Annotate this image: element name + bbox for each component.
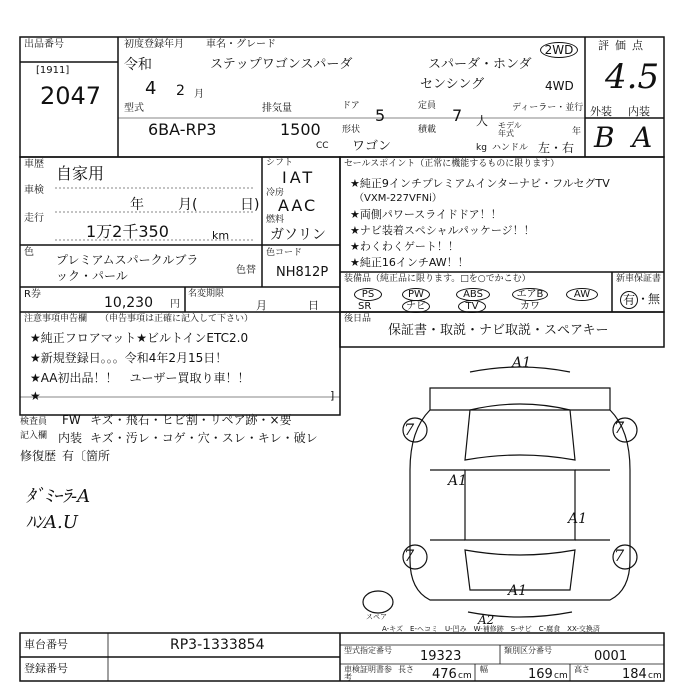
mark-rr: 7 — [614, 546, 625, 565]
dims-hei-label: 高さ — [574, 665, 590, 674]
name-change-label: 名変期限 — [188, 289, 225, 299]
notes-close: ] — [330, 389, 335, 402]
model-label: 型式 — [124, 103, 144, 114]
inspector-label-1: 検査員 — [20, 417, 48, 427]
drive-4wd: 4WD — [545, 79, 574, 93]
class-no-label: 類別区分番号 — [504, 646, 552, 655]
equip-leather: カワ — [520, 301, 540, 312]
sales-item-4: ★ナビ装着スペシャルパッケージ！！ — [350, 224, 535, 237]
color-label: 色 — [24, 247, 34, 258]
score-int-label: 内装 — [628, 105, 650, 118]
mileage-value: 1万2千350 — [86, 222, 169, 241]
inspection-month: 月( — [178, 197, 198, 213]
damage-mark-rear: A1 — [508, 583, 528, 599]
year-unit: 年 — [572, 127, 582, 137]
damage-mark-left: A1 — [448, 473, 468, 489]
color-value-1: プレミアムスパークルブラ — [56, 253, 199, 267]
score-ext-label: 外装 — [590, 105, 612, 118]
dims-wid-unit: cm — [554, 671, 568, 681]
color-value-2: ック・パール — [56, 269, 128, 283]
note-line-4: ★ — [30, 389, 269, 403]
handle-label: ハンドル — [492, 143, 529, 153]
recycle-unit: 円 — [170, 299, 180, 310]
dims-hei-unit: cm — [648, 671, 662, 681]
mark-fl: 7 — [404, 420, 415, 439]
shift-label: シフト — [266, 158, 294, 168]
note-line-1: ★純正フロアマット★ビルトインETC2.0 — [30, 331, 249, 345]
score-label: 評価点 — [598, 39, 649, 52]
equip-tv: TV — [458, 300, 486, 313]
inspection-year: 年 — [130, 197, 144, 213]
damage-mark-right: A1 — [568, 511, 588, 527]
plate-label: 登録番号 — [24, 662, 68, 675]
repair-value: 有〔箇所 — [62, 449, 111, 463]
reg-label: 初度登録年月 — [124, 39, 184, 50]
inspector-label-2: 記入欄 — [20, 431, 48, 441]
cc-unit: CC — [316, 141, 329, 151]
handwriting-2: ﾊﾝA.U — [26, 512, 78, 533]
body-value: ワゴン — [352, 139, 392, 154]
score-int: A — [632, 121, 653, 154]
kg-unit: kg — [476, 143, 487, 153]
equip-pw: PW — [402, 288, 430, 301]
inspection-day: 日) — [240, 197, 260, 213]
name-change-month: 月 — [256, 299, 267, 312]
cap-label: 定員 — [418, 101, 437, 111]
color-code: NH812P — [276, 265, 329, 280]
equip-abs: ABS — [456, 288, 490, 301]
mileage-label: 走行 — [24, 213, 44, 224]
car-name: ステップワゴンスパーダ — [210, 57, 353, 72]
spare-tire — [363, 591, 393, 613]
equip-airbag: エアB — [512, 288, 548, 301]
fw-items: キズ・飛石・ヒビ割・リペア跡・×要 — [90, 413, 292, 427]
drive-2wd: 2WD — [540, 42, 578, 58]
load-label: 積載 — [418, 125, 437, 135]
car-label: 車名・グレード — [206, 39, 276, 50]
handwriting-1: ﾀﾞﾐｰﾗ-A — [26, 486, 91, 507]
equip-header: 装備品（純正品に限ります。□を○でかこむ） — [344, 274, 531, 284]
after-label: 後日品 — [344, 314, 372, 324]
fw-label: FW — [62, 413, 81, 427]
equip-aw: AW — [566, 288, 598, 301]
mark-rl: 7 — [404, 546, 415, 565]
dims-ref-label: 車検証明書参考 — [344, 665, 392, 682]
lot-label: 出品番号 — [24, 39, 64, 50]
body-label: 形状 — [342, 125, 361, 135]
type-no-label: 型式指定番号 — [344, 646, 392, 655]
equip-navi: ナビ — [402, 300, 430, 313]
notes-header: 注意事項申告欄 — [24, 314, 88, 324]
warranty-label: 新車保証書 — [616, 274, 662, 284]
lot-code: [1911] — [36, 65, 70, 76]
dims-len-unit: cm — [458, 671, 472, 681]
warranty-yes: 有 — [620, 291, 638, 309]
reg-month: 2 — [176, 83, 185, 99]
fuel-value: ガソリン — [270, 227, 326, 243]
lot-number: 2047 — [40, 82, 102, 110]
reg-year: 4 — [145, 78, 157, 99]
type-no-value: 19323 — [420, 649, 462, 664]
dims-hei: 184 — [622, 667, 647, 682]
fuel-label: 燃料 — [266, 215, 285, 225]
mileage-unit: km — [212, 229, 230, 242]
note-line-2: ★新規登録日。。。令和4年2月15日！ — [30, 351, 228, 365]
dims-wid-label: 幅 — [480, 665, 488, 674]
int-items: キズ・汚レ・コゲ・穴・スレ・キレ・破レ — [90, 431, 318, 445]
dims-len: 476 — [432, 667, 457, 682]
warranty-sep: ・ — [637, 292, 650, 306]
damage-legend: A-キズ E-ヘコミ U-凹み W-補修跡 S-サビ C-腐食 XX-交換済 — [382, 625, 600, 633]
use-label: 車歴 — [24, 159, 44, 170]
warranty-no: 無 — [648, 292, 661, 306]
handle-value: 左・右 — [538, 141, 575, 155]
disp-label: 排気量 — [262, 103, 292, 114]
sales-header: セールスポイント（正常に機能するものに限ります） — [344, 159, 560, 169]
car-grade-2: センシング — [420, 77, 485, 92]
shift-value: IAT — [282, 168, 316, 187]
disp-value: 1500 — [280, 120, 321, 139]
doors-label: ドア — [342, 101, 360, 111]
note-line-3: ★AA初出品！！ ユーザー買取り車！！ — [30, 371, 250, 385]
sales-item-2: （VXM-227VFNi） — [354, 193, 442, 204]
cap-unit: 人 — [476, 114, 489, 128]
mark-fr: 7 — [614, 418, 625, 437]
recycle-label: R券 — [24, 289, 41, 300]
damage-mark-bumper: A2 — [478, 613, 495, 627]
cap-value: 7 — [452, 106, 463, 125]
name-change-day: 日 — [308, 299, 319, 312]
model-year-label: モデル年式 — [498, 121, 522, 138]
color-change-label: 色替 — [236, 265, 256, 276]
score-ext: B — [594, 121, 615, 154]
recycle-value: 10,230 — [104, 295, 153, 311]
dealer-label: ディーラー・並行 — [512, 103, 584, 113]
after-value: 保証書・取説・ナビ取説・スペアキー — [388, 323, 609, 338]
dims-wid: 169 — [528, 667, 553, 682]
car-diagram — [363, 367, 637, 617]
use-value: 自家用 — [56, 164, 105, 183]
equip-ps: PS — [354, 288, 382, 301]
sales-item-3: ★両側パワースライドドア！！ — [350, 208, 502, 221]
spare-label: スペア — [366, 613, 387, 621]
color-code-label: 色コード — [266, 248, 303, 258]
reg-era: 令和 — [124, 57, 152, 73]
dims-len-label: 長さ — [398, 665, 414, 674]
ac-label: 冷房 — [266, 188, 285, 198]
chassis-value: RP3-1333854 — [170, 637, 265, 653]
class-no-value: 0001 — [594, 649, 628, 664]
int-label: 内装 — [58, 431, 83, 445]
car-grade-1: スパーダ・ホンダ — [428, 57, 532, 72]
sales-item-1: ★純正9インチプレミアムインターナビ・フルセグTV — [350, 177, 610, 190]
repair-label: 修復歴 — [20, 449, 57, 463]
notes-header-note: （申告事項は正確に記入して下さい） — [100, 314, 254, 324]
reg-month-unit: 月 — [194, 89, 204, 100]
inspection-label: 車検 — [24, 185, 44, 196]
model-value: 6BA-RP3 — [148, 120, 217, 139]
sales-item-6: ★純正16インチAW！！ — [350, 256, 469, 269]
score-value: 4.5 — [605, 57, 660, 97]
equip-sr: SR — [358, 301, 372, 312]
ac-value: AAC — [278, 196, 318, 215]
sales-item-5: ★わくわくゲート！！ — [350, 240, 459, 253]
damage-mark-front: A1 — [512, 355, 532, 371]
doors-value: 5 — [375, 106, 386, 125]
chassis-label: 車台番号 — [24, 638, 68, 651]
